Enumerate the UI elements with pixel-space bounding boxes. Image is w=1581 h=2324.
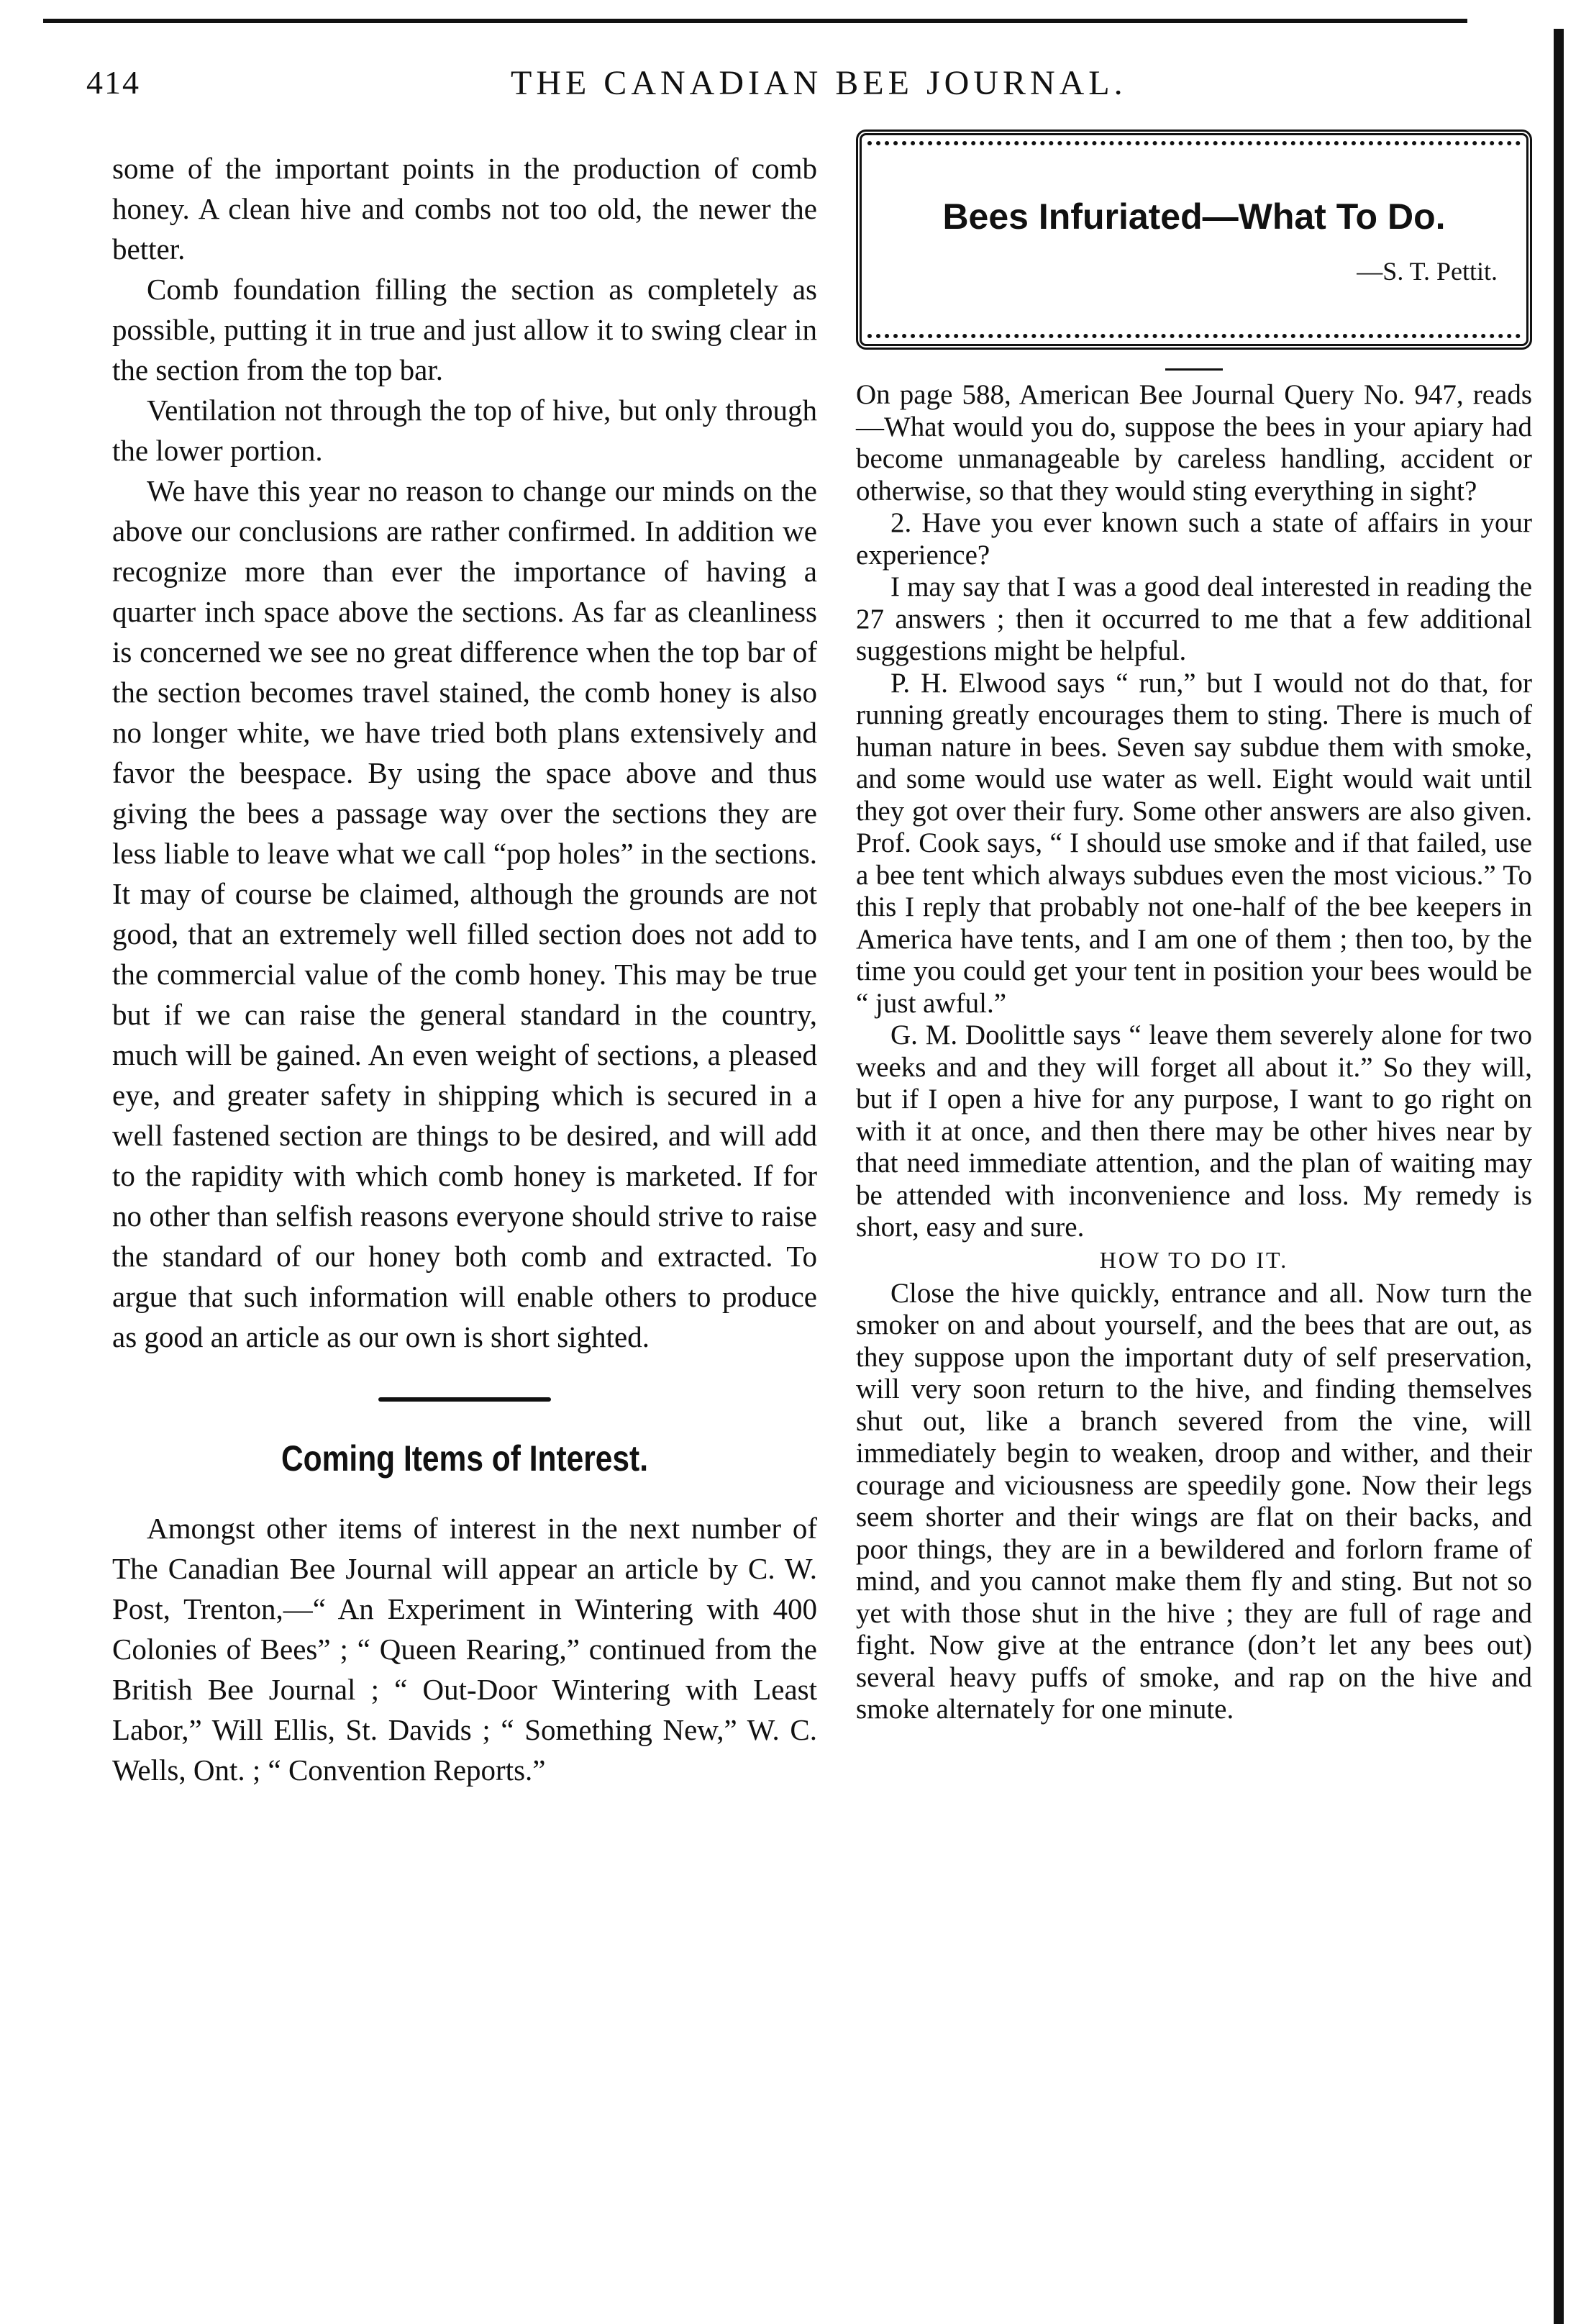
paragraph: Amongst other items of interest in the next number of The Canadian Bee Journal will appear an article by C. W. Post, Trenton,—“ An Experiment in Wintering with 400 Colonies of Bees” ; “ Queen Rearing,” continued from the British Bee Journal ; “ Out-Door Wintering with Least Labor,” Will Ellis, St. Davids ; “ Something New,” W. C. Wells, Ont. ; “ Convention Reports.” [112,1512,817,1787]
left-column [112,148,817,1790]
page-edge-shadow [1554,29,1564,2324]
right-column [856,130,1532,1726]
paragraph: 2. Have you ever known such a state of affairs in your experience? [856,507,1532,571]
running-head: THE CANADIAN BEE JOURNAL. [511,64,1127,102]
paragraph: P. H. Elwood says “ run,” but I would not do that, for running greatly encourages them to sting. There is much of human nature in bees. Seven say subdue them with smoke, and some would use water as well. Eight would wait until they got over their fury. Some other answers are also given. Prof. Cook says, “ I should use smoke and if that failed, use a bee tent which always subdues even the most vicious.” To this I reply that probably not one-half of the bee keepers in America have tents, and I am one of them ; then too, by the time you could get your tent in position your bees would be “ just awful.” [856,667,1532,1019]
page-number: 414 [86,64,140,101]
paragraph: We have this year no reason to change our minds on the above our conclusions are rather confirmed. In addition we recognize more than ever the importance of having a quarter inch space above the sections. As far as cleanliness is concerned we see no great difference when the top bar of the section becomes travel stained, the comb honey is also no longer white, we have tried both plans extensively and favor the beespace. By using the space above and thus giving the bees a passage way over the sections they are less liable to leave what we call “pop holes” in the sections. It may of course be claimed, although the grounds are not good, that an extremely well filled section does not add to the commercial value of the comb honey. This may be true but if we can raise the general standard in the country, much will be gained. An even weight of sections, a pleased eye, and greater safety in shipping which is secured in a well fastened section are things to be desired, and will add to the rapidity with which comb honey is marketed. If for no other than selfish reasons everyone should strive to raise the standard of our honey both comb and extracted. To argue that such information will enable others to produce as good an article as our own is short sighted. [112,474,817,1353]
article-title: Bees Infuriated—What To Do. [942,196,1446,237]
article-title-box [856,130,1532,350]
page-header [86,63,1518,114]
paragraph: Close the hive quickly, entrance and all. Now turn the smoker on and about yourself, and the bees that are out, as they suppose upon the important duty of self preservation, will very soon return to the hive, and finding themselves shut out, like a branch severed from the vine, will immediately begin to weaken, droop and wither, and their courage and viciousness are speedily gone. Now their legs seem shorter and their wings are flat on their backs, and poor things, they are in a bewildered and forlorn frame of mind, and you cannot make them fly and sting. But not so yet with those shut in the hive ; they are full of rage and fight. Now give at the entrance (don’t let any bees out) several heavy puffs of smoke, and rap on the hive and smoke alternately for one minute. [856,1277,1532,1725]
article-author: —S. T. Pettit. [1357,257,1498,286]
section-title: Coming Items of Interest. [281,1438,649,1479]
paragraph: G. M. Doolittle says “ leave them severely alone for two weeks and and they will forget all about it.” So they will, but if I open a hive for any purpose, I want to go right on with it at once, and then there may be other hives near by that need immediate attention, and the plan of waiting may be attended with inconvenience and loss. My remedy is short, easy and sure. [856,1020,1532,1243]
top-rule [43,19,1467,23]
paragraph: I may say that I was a good deal interested in reading the 27 answers ; then it occurred to me that a few additional suggestions might be helpful. [856,571,1532,666]
paragraph: Comb foundation filling the section as completely as possible, putting it in true and just allow it to swing clear in the section from the top bar. [112,273,817,386]
paragraph: some of the important points in the production of comb honey. A clean hive and combs not too old, the newer the better. [112,152,817,265]
section-divider [378,1397,551,1402]
paragraph: On page 588, American Bee Journal Query No. 947, reads—What would you do, suppose the bees in your apiary had become unmanageable by careless handling, accident or otherwise, so that they would sting everything in sight? [856,379,1532,507]
paragraph: Ventilation not through the top of hive, but only through the lower portion. [112,394,817,467]
subhead: HOW TO DO IT. [1099,1246,1289,1273]
short-rule [1165,368,1223,371]
